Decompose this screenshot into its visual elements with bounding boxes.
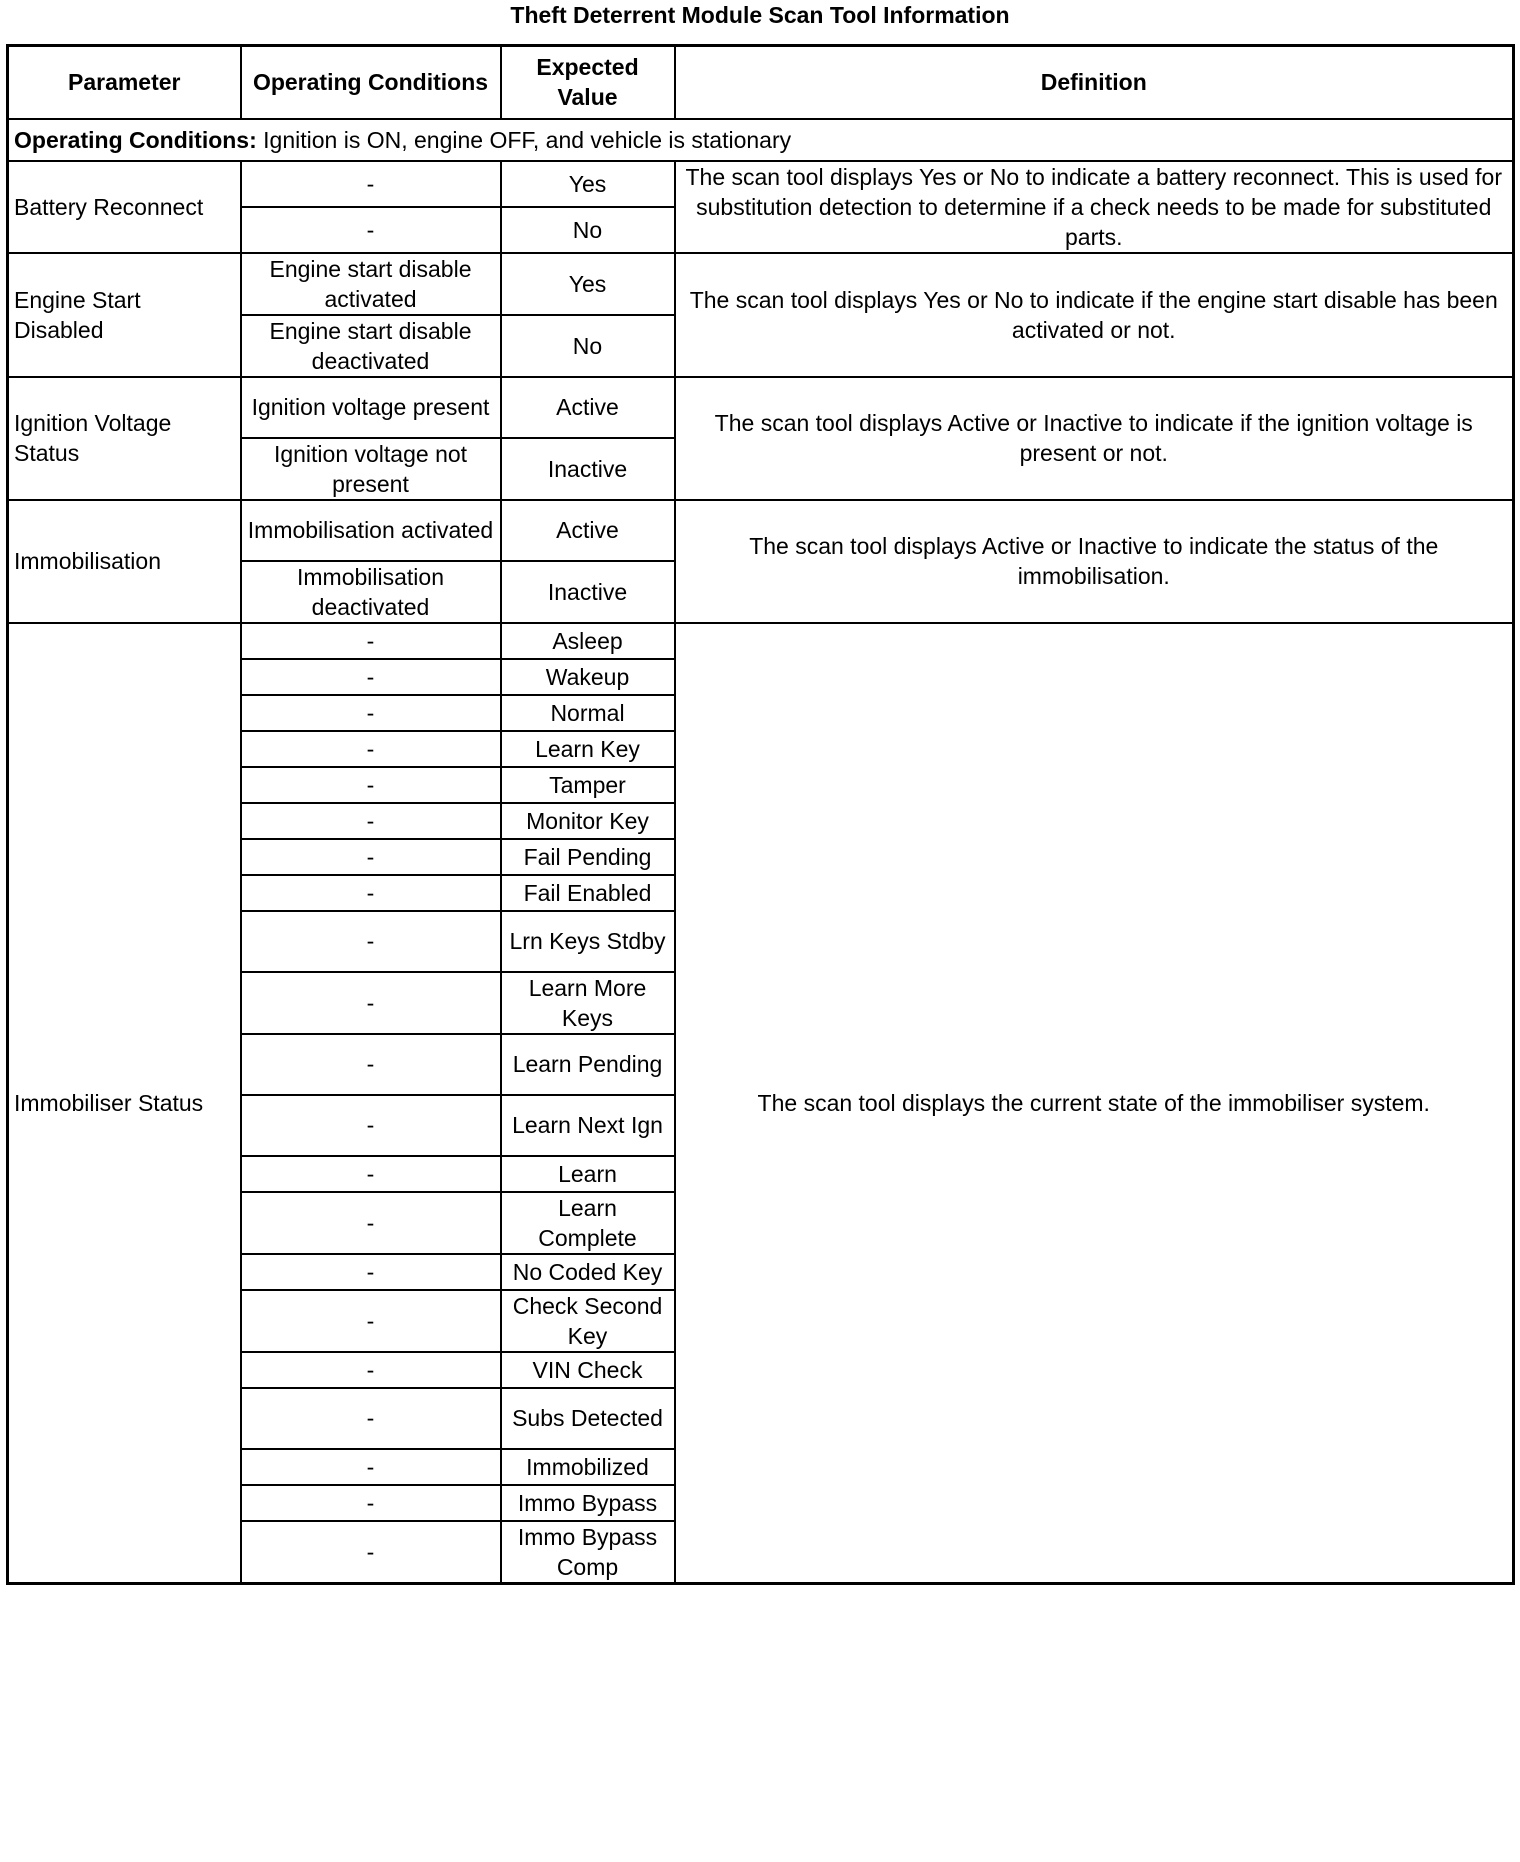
operating-condition-cell: Immobilisation deactivated bbox=[241, 561, 501, 623]
operating-condition-cell: - bbox=[241, 623, 501, 659]
definition-cell: The scan tool displays Active or Inactive to indicate the status of the immobilisation. bbox=[675, 500, 1514, 623]
operating-condition-cell: Immobilisation activated bbox=[241, 500, 501, 561]
expected-value-cell: No bbox=[501, 315, 675, 377]
parameter-cell: Engine Start Disabled bbox=[8, 253, 241, 377]
table-row bbox=[8, 253, 1514, 315]
expected-value-cell: Active bbox=[501, 377, 675, 438]
expected-value-cell: Inactive bbox=[501, 561, 675, 623]
operating-condition-cell: Ignition voltage not present bbox=[241, 438, 501, 500]
expected-value-cell: Immo Bypass bbox=[501, 1485, 675, 1521]
operating-condition-cell: Engine start disable deactivated bbox=[241, 315, 501, 377]
operating-condition-cell: - bbox=[241, 1254, 501, 1290]
operating-conditions-row bbox=[8, 119, 1514, 161]
header-definition: Definition bbox=[675, 46, 1514, 119]
expected-value-cell: Monitor Key bbox=[501, 803, 675, 839]
definition-cell: The scan tool displays the current state of the immobiliser system. bbox=[675, 623, 1514, 1584]
operating-condition-cell: Ignition voltage present bbox=[241, 377, 501, 438]
expected-value-cell: Wakeup bbox=[501, 659, 675, 695]
expected-value-cell: Asleep bbox=[501, 623, 675, 659]
operating-condition-cell: - bbox=[241, 911, 501, 972]
operating-condition-cell: - bbox=[241, 207, 501, 253]
operating-condition-cell: - bbox=[241, 839, 501, 875]
expected-value-cell: Tamper bbox=[501, 767, 675, 803]
operating-condition-cell: - bbox=[241, 972, 501, 1034]
definition-cell: The scan tool displays Yes or No to indicate a battery reconnect. This is used for substitution detection to determine if a check needs to be made for substituted parts. bbox=[675, 161, 1514, 253]
operating-condition-cell: - bbox=[241, 803, 501, 839]
document-title: Theft Deterrent Module Scan Tool Information bbox=[510, 2, 1010, 28]
expected-value-cell: Active bbox=[501, 500, 675, 561]
expected-value-cell: Fail Pending bbox=[501, 839, 675, 875]
operating-condition-cell: - bbox=[241, 1388, 501, 1449]
expected-value-cell: No bbox=[501, 207, 675, 253]
expected-value-cell: Learn Complete bbox=[501, 1192, 675, 1254]
expected-value-cell: No Coded Key bbox=[501, 1254, 675, 1290]
expected-value-cell: Lrn Keys Stdby bbox=[501, 911, 675, 972]
operating-condition-cell: - bbox=[241, 1485, 501, 1521]
operating-condition-cell: - bbox=[241, 659, 501, 695]
operating-condition-cell: - bbox=[241, 731, 501, 767]
expected-value-cell: Yes bbox=[501, 161, 675, 207]
operating-condition-cell: - bbox=[241, 767, 501, 803]
operating-condition-cell: - bbox=[241, 1449, 501, 1485]
header-operating-conditions: Operating Conditions bbox=[241, 46, 501, 119]
expected-value-cell: Learn Next Ign bbox=[501, 1095, 675, 1156]
operating-condition-cell: - bbox=[241, 1192, 501, 1254]
expected-value-cell: Subs Detected bbox=[501, 1388, 675, 1449]
expected-value-cell: Check Second Key bbox=[501, 1290, 675, 1352]
header-expected-value: Expected Value bbox=[501, 46, 675, 119]
operating-conditions-label: Operating Conditions: bbox=[14, 126, 257, 153]
operating-condition-cell: - bbox=[241, 1521, 501, 1584]
expected-value-cell: Inactive bbox=[501, 438, 675, 500]
table-row bbox=[8, 161, 1514, 207]
operating-condition-cell: - bbox=[241, 1290, 501, 1352]
operating-condition-cell: - bbox=[241, 161, 501, 207]
operating-condition-cell: - bbox=[241, 875, 501, 911]
expected-value-cell: Normal bbox=[501, 695, 675, 731]
scan-tool-table bbox=[6, 44, 1515, 1585]
table-row bbox=[8, 377, 1514, 438]
parameter-cell: Immobilisation bbox=[8, 500, 241, 623]
header-row bbox=[8, 46, 1514, 119]
expected-value-cell: Learn bbox=[501, 1156, 675, 1192]
parameter-cell: Ignition Voltage Status bbox=[8, 377, 241, 500]
parameter-cell: Immobiliser Status bbox=[8, 623, 241, 1584]
definition-cell: The scan tool displays Yes or No to indicate if the engine start disable has been activated or not. bbox=[675, 253, 1514, 377]
expected-value-cell: Immobilized bbox=[501, 1449, 675, 1485]
operating-condition-cell: - bbox=[241, 695, 501, 731]
parameter-cell: Battery Reconnect bbox=[8, 161, 241, 253]
operating-condition-cell: - bbox=[241, 1034, 501, 1095]
definition-cell: The scan tool displays Active or Inactive to indicate if the ignition voltage is present or not. bbox=[675, 377, 1514, 500]
header-parameter: Parameter bbox=[8, 46, 241, 119]
expected-value-cell: VIN Check bbox=[501, 1352, 675, 1388]
expected-value-cell: Fail Enabled bbox=[501, 875, 675, 911]
operating-conditions-cell bbox=[8, 119, 1514, 161]
expected-value-cell: Immo Bypass Comp bbox=[501, 1521, 675, 1584]
operating-condition-cell: - bbox=[241, 1095, 501, 1156]
operating-conditions-text: Ignition is ON, engine OFF, and vehicle is stationary bbox=[256, 126, 792, 153]
operating-condition-cell: - bbox=[241, 1352, 501, 1388]
expected-value-cell: Learn More Keys bbox=[501, 972, 675, 1034]
expected-value-cell: Learn Key bbox=[501, 731, 675, 767]
table-row bbox=[8, 500, 1514, 561]
table-row bbox=[8, 623, 1514, 659]
operating-condition-cell: Engine start disable activated bbox=[241, 253, 501, 315]
table-body bbox=[8, 119, 1514, 1584]
expected-value-cell: Learn Pending bbox=[501, 1034, 675, 1095]
expected-value-cell: Yes bbox=[501, 253, 675, 315]
operating-condition-cell: - bbox=[241, 1156, 501, 1192]
